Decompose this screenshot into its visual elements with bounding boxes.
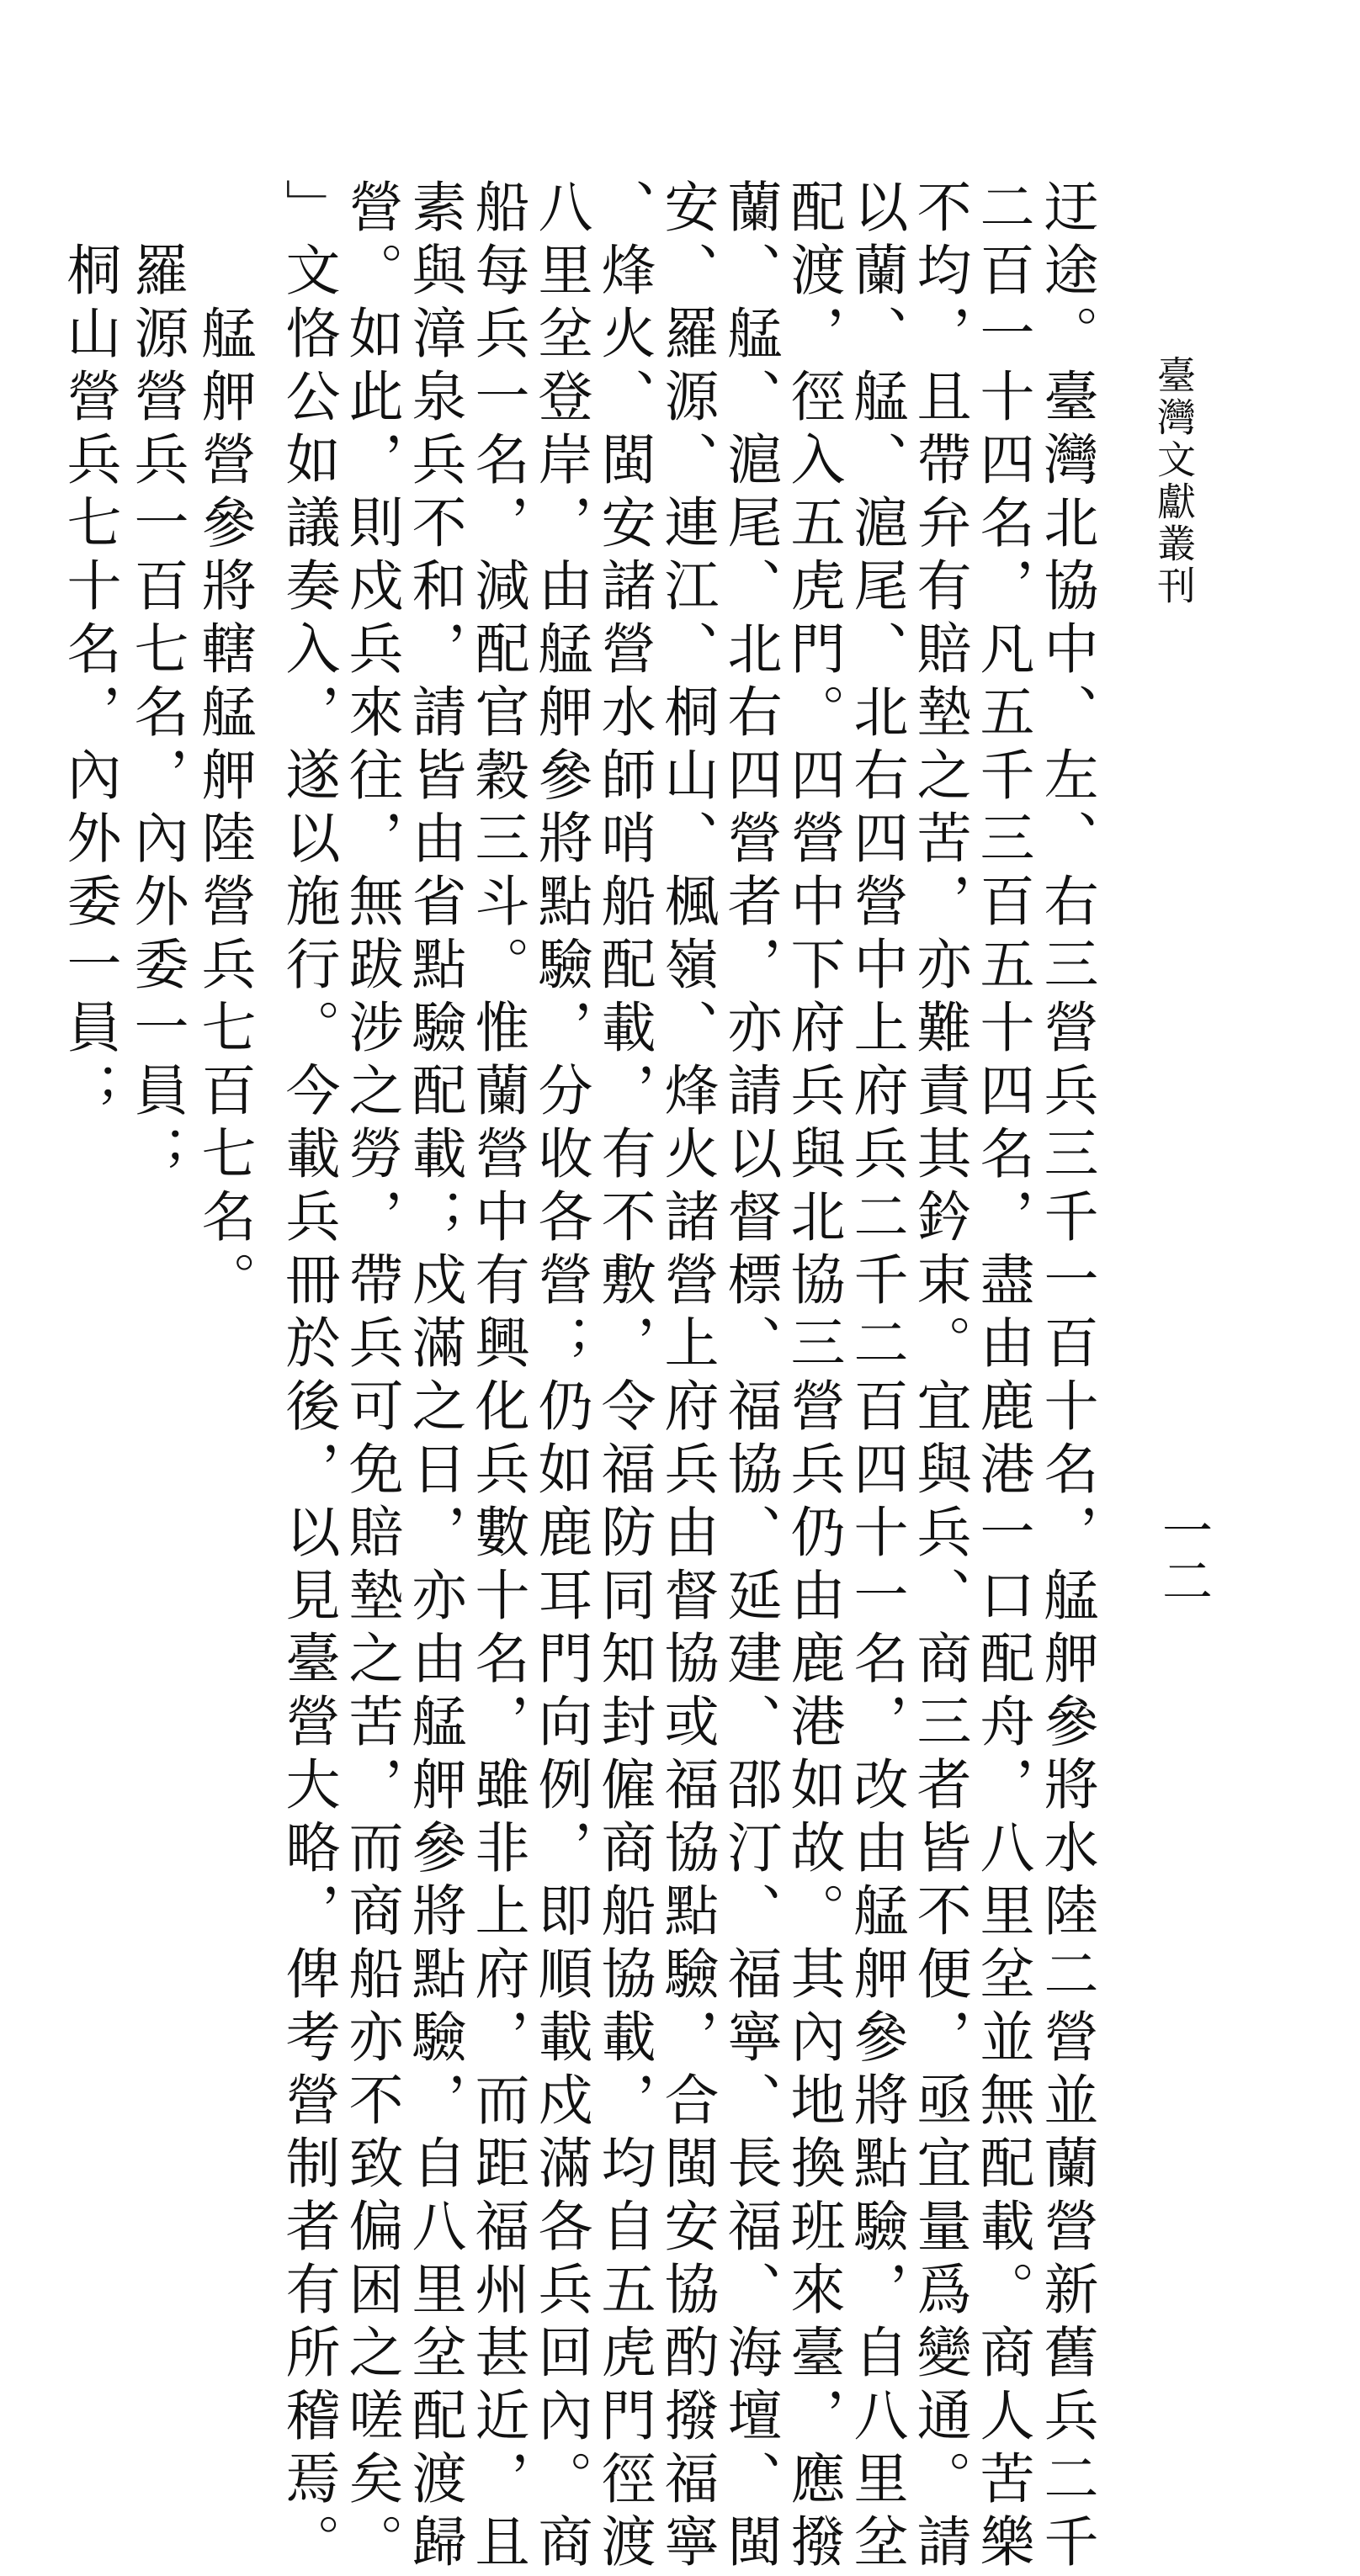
text-column: 素與漳泉兵不和，請皆由省點驗配載；戍滿之日，亦由艋舺參將點驗，自八里坌配渡歸 (402, 178, 465, 2576)
text-column: 以蘭、艋、滬尾、北右四營中上府兵二千二百四十一名，改由艋舺參將點驗，自八里坌 (844, 178, 907, 2576)
text-column: 艋舺營參將轄艋舺陸營兵七百七名。 (192, 178, 255, 1314)
text-column: 八里坌登岸，由艋舺參將點驗，分收各營；仍如鹿耳門向例，即順載戍滿各兵回內。商 (529, 178, 592, 2576)
text-column: 船每兵一名，減配官穀三斗。惟蘭營中有興化兵數十名，雖非上府，而距福州甚近，且 (465, 178, 529, 2576)
text-column: 羅源營兵一百七名，內外委一員； (125, 178, 188, 1188)
text-column: 不均，且帶弁有賠墊之苦，亦難責其鈐束。宜與兵、商三者皆不便，亟宜量爲變通。請 (907, 178, 970, 2576)
text-column: 、烽火、閩安諸營水師哨船配載，有不敷，令福防同知封僱商船協載，均自五虎門徑渡 (592, 178, 655, 2576)
text-column: 迂途。臺灣北協中、左、右三營兵三千一百十名，艋舺參將水陸二營並蘭營新舊兵二千 (1034, 178, 1097, 2576)
text-column: 安、羅源、連江、桐山、楓嶺、烽火諸營上府兵由督協或福協點驗，合閩安協酌撥福寧 (655, 178, 718, 2576)
text-column: 桐山營兵七十名，內外委一員； (57, 178, 120, 1125)
text-column: 營。如此，則戍兵來往，無跋涉之勞，帶兵可免賠墊之苦，而商船亦不致偏困之嗟矣。 (339, 178, 402, 2576)
page-number: 一二 (1154, 1504, 1213, 1605)
text-column: 」文恪公如議奏入，遂以施行。今載兵冊於後，以見臺營大略，俾考營制者有所稽焉。 (276, 178, 339, 2576)
text-column: 配渡，徑入五虎門。四營中下府兵與北協三營兵仍由鹿港如故。其內地換班來臺，應撥 (781, 178, 844, 2576)
text-column: 蘭、艋、滬尾、北右四營者，亦請以督標、福協、延建、邵汀、福寧、長福、海壇、閩 (718, 178, 781, 2576)
text-column: 二百一十四名，凡五千三百五十四名，盡由鹿港一口配舟，八里坌並無配載。商人苦樂 (970, 178, 1033, 2576)
running-head: 臺灣文獻叢刊 (1151, 355, 1197, 607)
